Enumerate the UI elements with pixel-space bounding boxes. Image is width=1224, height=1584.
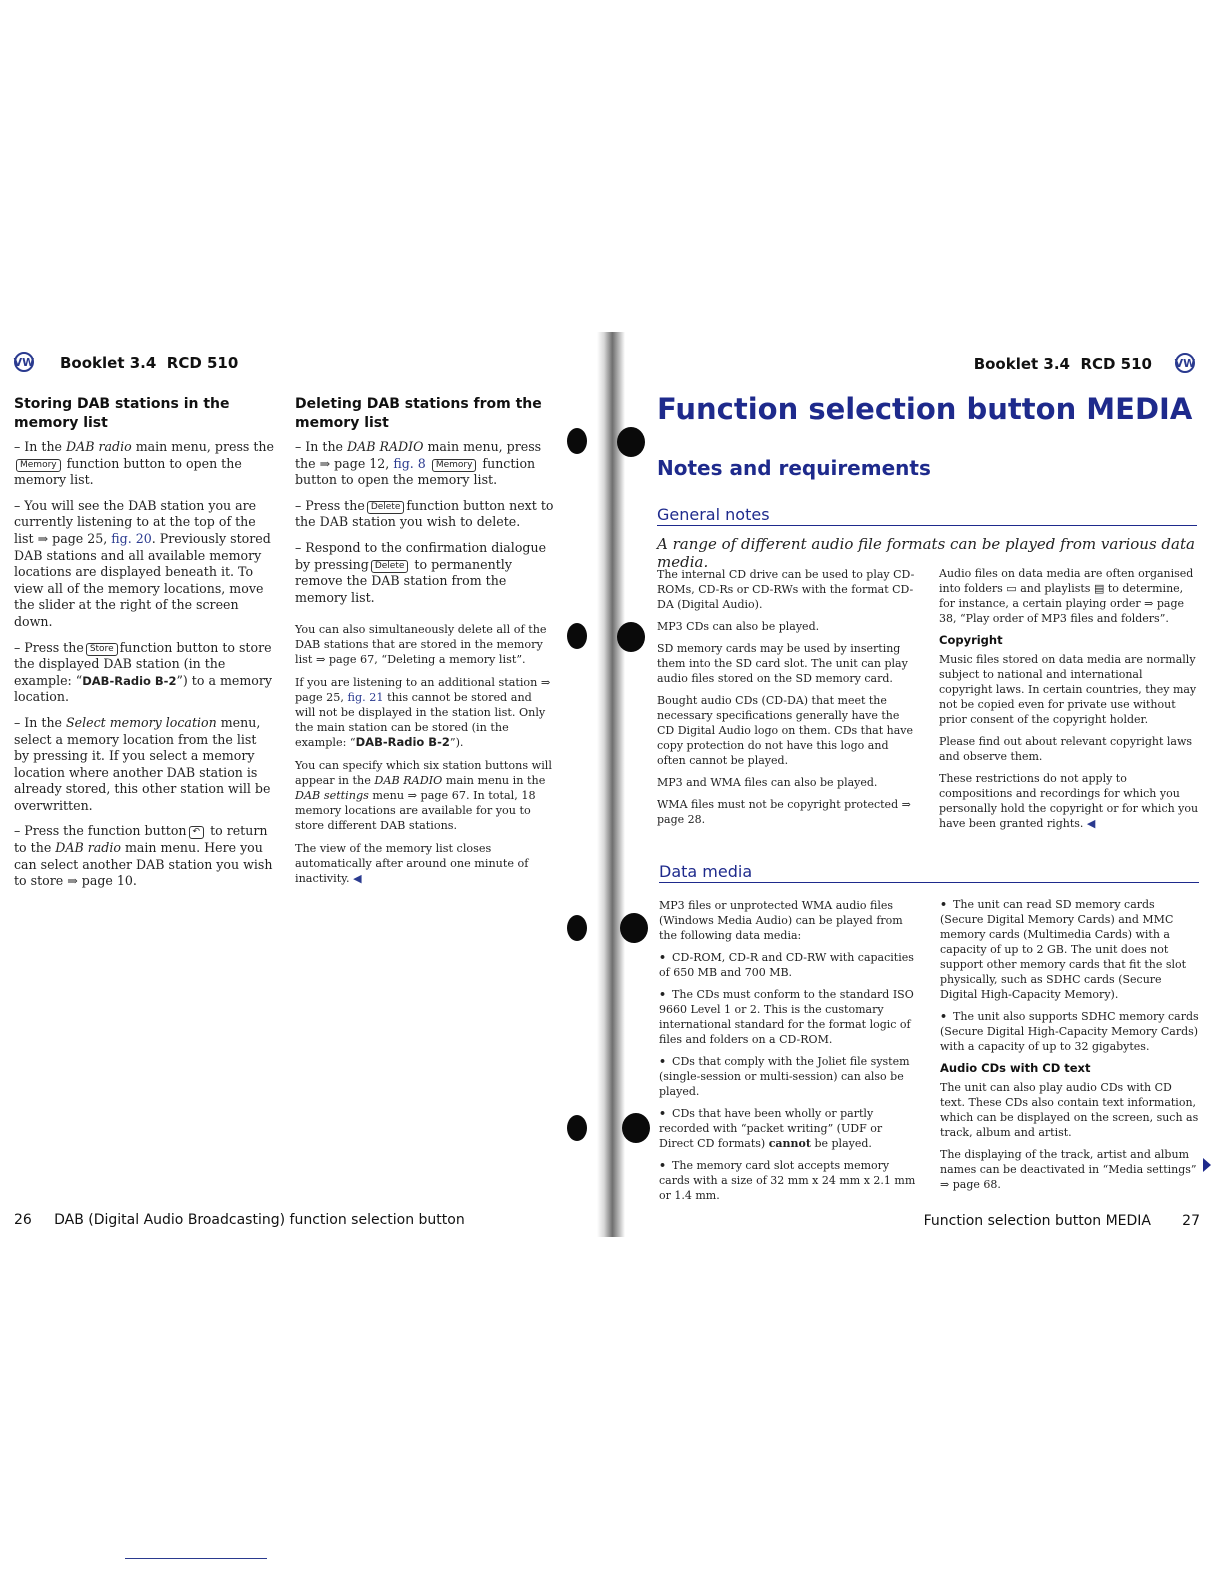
copyright-heading: Copyright bbox=[939, 633, 1003, 647]
page-subtitle: Notes and requirements bbox=[657, 456, 931, 480]
left-footer bbox=[14, 1212, 465, 1228]
bullet-item: • CDs that comply with the Joliet file system (single-session or multi-session) can also be played. bbox=[659, 1054, 919, 1099]
right-footer bbox=[924, 1213, 1200, 1229]
binder-hole-icon bbox=[567, 1115, 587, 1141]
paragraph: WMA files must not be copyright protected ⇒ page 28. bbox=[657, 798, 911, 826]
binder-hole-icon bbox=[622, 1113, 650, 1143]
general-notes-heading: General notes bbox=[657, 505, 770, 524]
audio-cd-heading: Audio CDs with CD text bbox=[940, 1061, 1091, 1075]
vw-logo-icon: VW bbox=[1175, 353, 1195, 373]
left-column-2 bbox=[295, 395, 555, 894]
bullet-item: • The unit also supports SDHC memory cards (Secure Digital High-Capacity Memory Cards) with a capacity of up to 32 gigabytes. bbox=[940, 1009, 1200, 1054]
right-header bbox=[974, 355, 1152, 373]
memory-key-icon: Memory bbox=[16, 459, 61, 472]
paragraph: Please find out about relevant copyright laws and observe them. bbox=[939, 735, 1193, 763]
store-key-icon: Store bbox=[86, 643, 118, 656]
binder-hole-icon bbox=[617, 622, 645, 652]
intro-text: A range of different audio file formats can be played from various data media. bbox=[657, 535, 1195, 571]
continue-arrow-icon bbox=[1203, 1158, 1211, 1172]
general-col-1 bbox=[657, 567, 915, 834]
delete-key-icon: Delete bbox=[371, 560, 409, 573]
vw-logo-icon: VW bbox=[14, 352, 34, 372]
heading-rule bbox=[657, 525, 1197, 526]
section-heading: Storing DAB stations in the memory list bbox=[14, 396, 230, 431]
paragraph: SD memory cards may be used by inserting them into the SD card slot. The unit can play audio files stored on the SD memory card. bbox=[657, 642, 908, 685]
bullet-item: • The memory card slot accepts memory cards with a size of 32 mm x 24 mm x 2.1 mm or 1.4 mm. bbox=[659, 1158, 919, 1203]
step-4: – In the Select memory location menu, select a memory location from the list by pressing it. If you select a memory location where another DAB station is already stored, this other station will be overwritten. bbox=[14, 714, 271, 813]
step-1: – In the DAB RADIO main menu, press the ⇒ page 12, fig. 8 Memory function button to open the memory list. bbox=[295, 439, 542, 488]
paragraph: MP3 and WMA files can also be played. bbox=[657, 776, 878, 789]
bullet-item: • The unit can read SD memory cards (Secure Digital Memory Cards) and MMC memory cards (Multimedia Cards) with a capacity of up to 2 GB. The unit does not support other memory cards that fit the slot physically, such as SDHC cards (Secure Digital High-Capacity Memory). bbox=[940, 897, 1200, 1002]
bullet-item: • The CDs must conform to the standard ISO 9660 Level 1 or 2. This is the customary international standard for the format logic of files and folders on a CD-ROM. bbox=[659, 987, 919, 1047]
footer-title: Function selection button MEDIA bbox=[923, 1213, 1152, 1229]
step-3: – Press the Store function button to store the displayed DAB station (in the example: “DAB-Radio B-2”) to a memory location. bbox=[14, 639, 273, 705]
page-number: 26 bbox=[14, 1212, 32, 1228]
paragraph: The displaying of the track, artist and album names can be deactivated in “Media settings” ⇒ page 68. bbox=[940, 1148, 1197, 1191]
paragraph: MP3 files or unprotected WMA audio files (Windows Media Audio) can be played from the following data media: bbox=[659, 899, 903, 942]
fig-link[interactable]: fig. 8 bbox=[393, 455, 426, 471]
booklet-label: Booklet 3.4 bbox=[973, 355, 1070, 373]
note-4: The view of the memory list closes automatically after around one minute of inactivity. ◀ bbox=[295, 842, 529, 886]
end-marker-icon: ◀ bbox=[1086, 817, 1096, 830]
footer-title: DAB (Digital Audio Broadcasting) function selection button bbox=[54, 1212, 465, 1228]
note-1: You can also simultaneously delete all of the DAB stations that are stored in the memory list ⇒ page 67, “Deleting a memory list”. bbox=[295, 623, 547, 667]
general-col-2 bbox=[939, 566, 1199, 838]
step-2: – You will see the DAB station you are currently listening to at the top of the list ⇒ page 25, fig. 20. Previously stored DAB stations and all available memory locations are displayed beneath it. To view all of the memory locations, move the slider at the right of the screen down. bbox=[14, 497, 271, 629]
left-header bbox=[60, 354, 238, 372]
binder-hole-icon bbox=[620, 913, 648, 943]
binder-hole-icon bbox=[617, 427, 645, 457]
binder-hole-icon bbox=[567, 915, 587, 941]
paragraph: Bought audio CDs (CD-DA) that meet the necessary specifications generally have the CD Digital Audio logo on them. CDs that have copy protection do not have this logo and often cannot be played. bbox=[657, 694, 913, 767]
paragraph: The unit can also play audio CDs with CD text. These CDs also contain text information, which can be displayed on the screen, such as track, album and artist. bbox=[940, 1081, 1199, 1139]
note-2: If you are listening to an additional station ⇒ page 25, fig. 21 this cannot be stored and will not be displayed in the station list. Only the main station can be stored (in the example: “DAB-Radio B-2”). bbox=[295, 676, 551, 750]
booklet-label: Booklet 3.4 bbox=[60, 354, 157, 372]
paragraph: Audio files on data media are often organised into folders ▭ and playlists ▤ to determine, for instance, a certain playing order ⇒ page 38, “Play order of MP3 files and folders”. bbox=[939, 567, 1194, 625]
binder-hole-icon bbox=[567, 623, 587, 649]
step-2: – Press the Delete function button next to the DAB station you wish to delete. bbox=[295, 497, 554, 530]
paragraph: The internal CD drive can be used to play CD-ROMs, CD-Rs or CD-RWs with the format CD-DA (Digital Audio). bbox=[657, 568, 915, 611]
page-title: Function selection button MEDIA bbox=[657, 392, 1193, 426]
book-spine bbox=[597, 332, 625, 1237]
data-col-2 bbox=[940, 897, 1200, 1199]
data-col-1 bbox=[659, 898, 919, 1210]
bullet-item: • CDs that have been wholly or partly recorded with “packet writing” (UDF or Direct CD formats) cannot be played. bbox=[659, 1106, 919, 1151]
end-marker-icon: ◀ bbox=[353, 872, 362, 886]
bullet-item: • CD-ROM, CD-R and CD-RW with capacities of 650 MB and 700 MB. bbox=[659, 950, 919, 980]
back-key-icon: ↶ bbox=[189, 826, 205, 839]
step-5: – Press the function button ↶ to return to the DAB radio main menu. Here you can select another DAB station you wish to store ⇒ page 10. bbox=[14, 823, 273, 889]
data-media-heading: Data media bbox=[659, 862, 753, 881]
section-heading: Deleting DAB stations from the memory list bbox=[295, 396, 542, 431]
page-number: 27 bbox=[1182, 1213, 1200, 1229]
delete-key-icon: Delete bbox=[367, 501, 405, 514]
model-label: RCD 510 bbox=[1080, 355, 1152, 373]
heading-rule bbox=[659, 882, 1199, 883]
left-column-1 bbox=[14, 395, 274, 899]
stray-line bbox=[125, 1558, 267, 1559]
fig-link[interactable]: fig. 20 bbox=[111, 530, 152, 546]
note-3: You can specify which six station buttons will appear in the DAB RADIO main menu in the DAB settings menu ⇒ page 67. In total, 18 memory locations are available for you to store different DAB stations. bbox=[295, 759, 552, 833]
binder-hole-icon bbox=[567, 428, 587, 454]
paragraph: MP3 CDs can also be played. bbox=[657, 620, 820, 633]
step-3: – Respond to the confirmation dialogue by pressing Delete to permanently remove the DAB station from the memory list. bbox=[295, 539, 547, 605]
paragraph: Music files stored on data media are normally subject to national and international copyright laws. In certain countries, they may not be copied even for private use without prior consent of the copyright holder. bbox=[939, 653, 1197, 726]
paragraph: These restrictions do not apply to compositions and recordings for which you personally hold the copyright or for which you have been granted rights. ◀ bbox=[939, 772, 1199, 830]
model-label: RCD 510 bbox=[166, 354, 239, 372]
step-1: – In the DAB radio main menu, press the Memory function button to open the memory list. bbox=[14, 439, 274, 488]
memory-key-icon: Memory bbox=[432, 459, 477, 472]
fig-link[interactable]: fig. 21 bbox=[347, 691, 384, 705]
